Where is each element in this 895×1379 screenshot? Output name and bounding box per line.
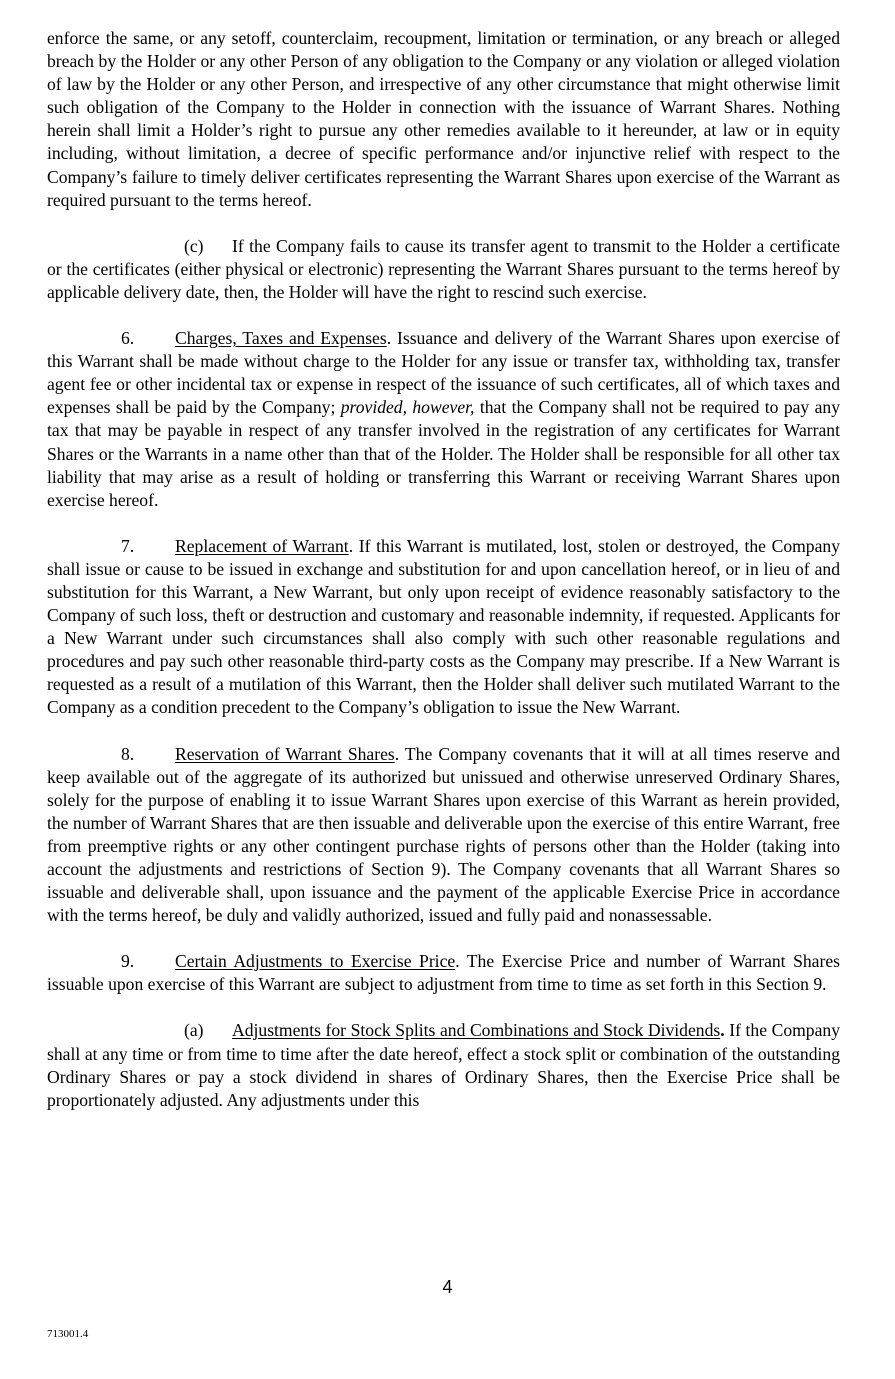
section-9-heading: Certain Adjustments to Exercise Price: [175, 951, 456, 972]
subsection-9a-label: (a): [184, 1020, 204, 1041]
paragraph-gap: [47, 720, 840, 743]
subsection-9a-period: .: [720, 1020, 725, 1041]
document-page: [47, 27, 840, 1112]
paragraph-gap: [47, 304, 840, 327]
section-6-proviso: provided, however,: [340, 397, 475, 418]
page-number: 4: [442, 1277, 453, 1297]
paragraph-gap: [47, 927, 840, 950]
paragraph-gap: [47, 212, 840, 235]
paragraph-gap: [47, 512, 840, 535]
section-7-number: 7.: [121, 535, 135, 556]
paragraph-section-8: [47, 743, 840, 928]
document-id: 713001.4: [47, 1328, 89, 1340]
paragraph-subsection-c: [47, 235, 840, 304]
paragraph-continuation: enforce the same, or any setoff, counterclaim, recoupment, limitation or termination, or any breach or alleged breach by the Holder or any other Person of any obligation to the Company or any violation or alleged violation of law by the Holder or any other Person, and irrespective of any other circumstance that might otherwise limit such obligation of the Company to the Holder in connection with the issuance of Warrant Shares. Nothing herein shall limit a Holder’s right to pursue any other remedies available to it hereunder, at law or in equity including, without limitation, a decree of specific performance and/or injunctive relief with respect to the Company’s failure to timely deliver certificates representing the Warrant Shares upon exercise of the Warrant as required pursuant to the terms hereof.: [47, 28, 840, 210]
section-6-number: 6.: [121, 328, 135, 349]
subsection-9a-text: If the Company shall at any time or from time to time after the date hereof, effect a stock split or combination of the outstanding Ordinary Shares or pay a stock dividend in shares of Ordinary Shares, then the Exercise Price shall be proportionately adjusted. Any adjustments under this: [47, 1020, 840, 1110]
paragraph-subsection-9a: [47, 1019, 840, 1111]
paragraph-gap: [47, 996, 840, 1019]
section-6-heading: Charges, Taxes and Expenses: [175, 328, 387, 349]
section-9-number: 9.: [121, 951, 135, 972]
section-8-text: . The Company covenants that it will at all times reserve and keep available out of the aggregate of its authorized but unissued and otherwise unreserved Ordinary Shares, solely for the purpose of enabling it to issue Warrant Shares upon exercise of this Warrant as herein provided, the number of Warrant Shares that are then issuable and deliverable upon the exercise of this entire Warrant, free from preemptive rights or any other contingent purchase rights of persons other than the Holder (taking into account the adjustments and restrictions of Section 9). The Company covenants that all Warrant Shares so issuable and deliverable shall, upon issuance and the payment of the applicable Exercise Price in accordance with the terms hereof, be duly and validly authorized, issued and fully paid and nonassessable.: [47, 743, 840, 926]
subsection-9a-heading: Adjustments for Stock Splits and Combinations and Stock Dividends: [232, 1020, 721, 1041]
paragraph-section-9: [47, 950, 840, 996]
subsection-c-text: If the Company fails to cause its transfer agent to transmit to the Holder a certificate or the certificates (either physical or electronic) representing the Warrant Shares pursuant to the terms hereof by applicable delivery date, then, the Holder will have the right to rescind such exercise.: [47, 235, 840, 302]
section-7-heading: Replacement of Warrant: [175, 535, 349, 556]
paragraph-section-6: [47, 327, 840, 512]
paragraph-section-7: [47, 535, 840, 720]
section-7-text: . If this Warrant is mutilated, lost, stolen or destroyed, the Company shall issue or cause to be issued in exchange and substitution for and upon cancellation hereof, or in lieu of and substitution for this Warrant, a New Warrant, but only upon receipt of evidence reasonably satisfactory to the Company of such loss, theft or destruction and customary and reasonable indemnity, if requested. Applicants for a New Warrant under such circumstances shall also comply with such other reasonable regulations and procedures and pay such other reasonable third-party costs as the Company may prescribe. If a New Warrant is requested as a result of a mutilation of this Warrant, then the Holder shall deliver such mutilated Warrant to the Company as a condition precedent to the Company’s obligation to issue the New Warrant.: [47, 535, 841, 718]
section-8-heading: Reservation of Warrant Shares: [175, 743, 395, 764]
subsection-c-label: (c): [184, 235, 204, 256]
section-6-text-before: . Issuance and delivery of the Warrant Shares upon exercise of this Warrant shall be made without charge to the Holder for any issue or transfer tax, withholding tax, transfer agent fee or other incidental tax or expense in respect of the issuance of such certificates, all of which taxes and expenses shall be paid by the Company;: [47, 328, 840, 418]
section-9-text: . The Exercise Price and number of Warrant Shares issuable upon exercise of this Warrant are subject to adjustment from time to time as set forth in this Section 9.: [47, 951, 840, 995]
section-8-number: 8.: [121, 743, 135, 764]
section-6-text-after: that the Company shall not be required to pay any tax that may be payable in respect of any transfer involved in the registration of any certificates for Warrant Shares or the Warrants in a name other than that of the Holder. The Holder shall be responsible for all other tax liability that may arise as a result of holding or transferring this Warrant or receiving Warrant Shares upon exercise hereof.: [47, 397, 841, 510]
